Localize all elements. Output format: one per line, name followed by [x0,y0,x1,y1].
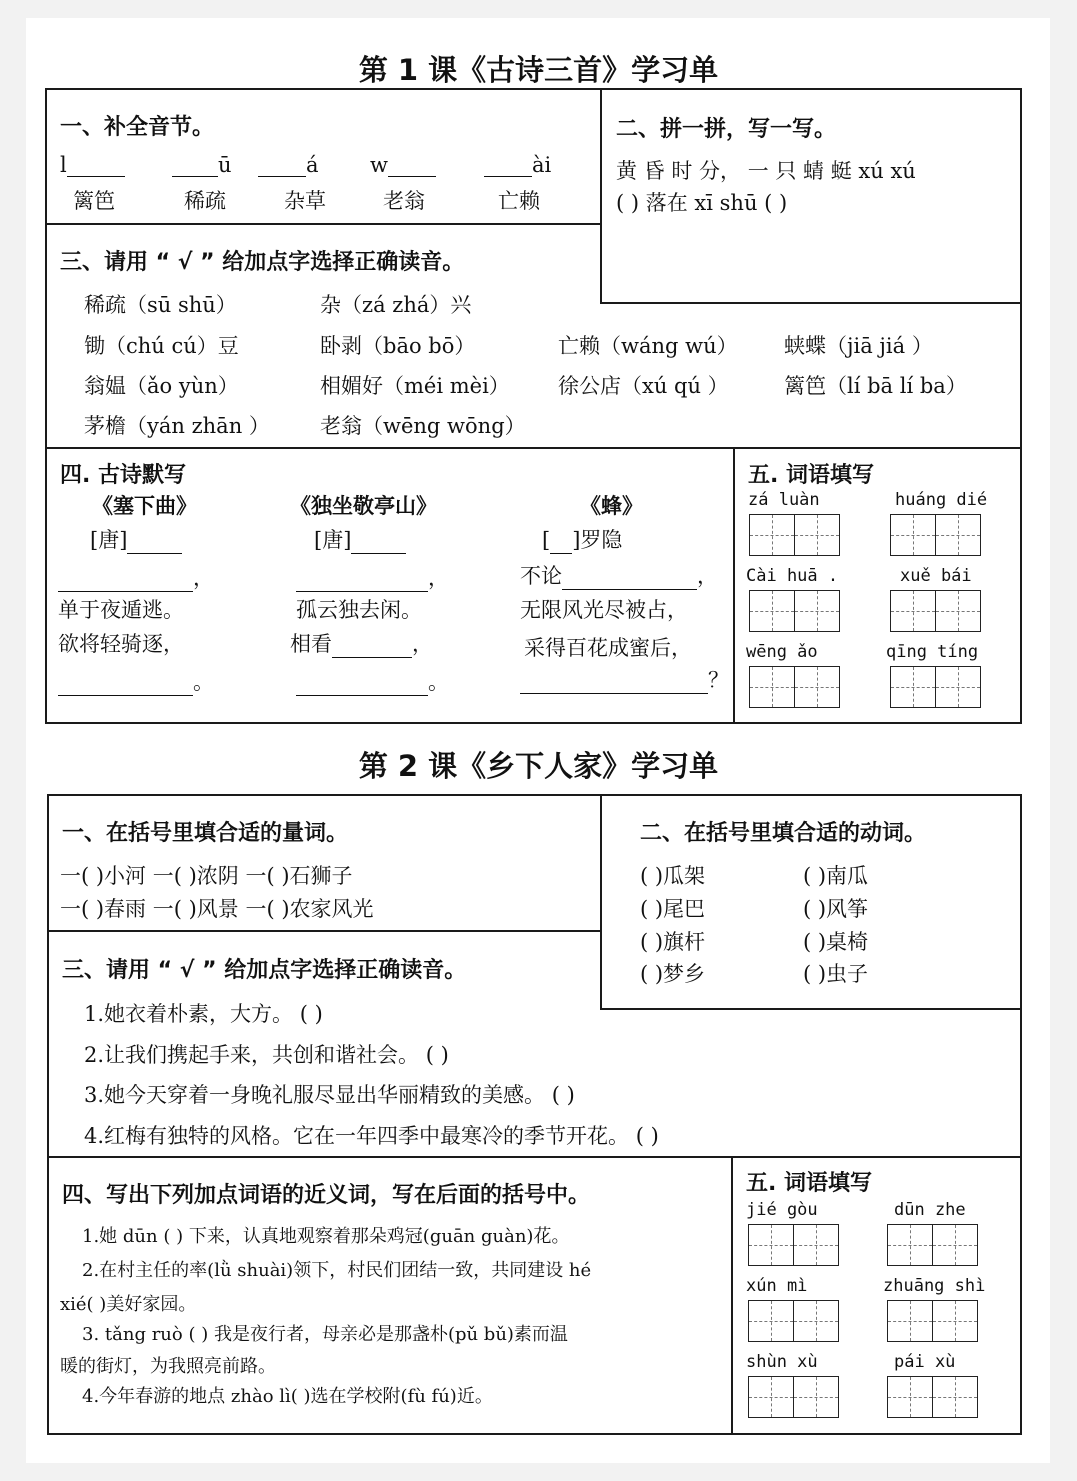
l1-s3-item-12[interactable]: 老翁（wēng wōng） [320,414,526,438]
l1-s3-item-9[interactable]: 徐公店（xú qú ） [558,374,729,398]
l1-s1-word-4: 老翁 [383,189,425,213]
l2-s5-pinyin-3: xún mì [746,1276,808,1296]
l2-s5-grid-6[interactable] [887,1376,976,1418]
l1-s1-syllable-3[interactable]: á [258,153,319,177]
l1-poem3-line4[interactable]: ？ [520,664,729,694]
l2-s3-item-2[interactable]: 2.让我们携起手来，共创和谐社会。 ( ) [84,1043,449,1067]
l2-s2-item-2[interactable]: ( )南瓜 [803,864,869,888]
l2-s1-heading: 一、在括号里填合适的量词。 [62,821,349,846]
l1-s3-item-10[interactable]: 篱笆（lí bā lí ba） [784,374,967,398]
l2-s2-item-4[interactable]: ( )风筝 [803,897,869,921]
l1-s5-grid-4[interactable] [890,590,979,632]
l1-poem1-line2: 单于夜遁逃。 [58,598,184,622]
l1-s5-grid-2[interactable] [890,514,979,556]
l2-s5-grid-5[interactable] [748,1376,837,1418]
l2-s5-pinyin-5: shùn xù [746,1352,818,1372]
l2-s4-line-6[interactable]: 4.今年春游的地点 zhào lì( )选在学校附(fù fú)近。 [82,1386,493,1407]
l1-s3-item-7[interactable]: 翁媪（ǎo yùn） [84,374,239,398]
l1-s2-line-1: 黄 昏 时 分， 一 只 蜻 蜓 xú xú [616,159,916,183]
l2-s2-item-8[interactable]: ( )虫子 [803,962,869,986]
l2-s5-pinyin-4: zhuāng shì [883,1276,986,1296]
l1-s3-item-11[interactable]: 茅檐（yán zhān ） [84,414,270,438]
l1-poem3-line1[interactable]: 不论 ， [520,564,718,588]
l1-s5-grid-6[interactable] [890,666,979,708]
l1-poem2-line3[interactable]: 相看 ， [290,632,433,656]
l2-s5-pinyin-6: pái xù [894,1352,956,1372]
l2-s3-item-3[interactable]: 3.她今天穿着一身晚礼服尽显出华丽精致的美感。 ( ) [84,1083,575,1107]
l1-s5-pinyin-5: wēng ǎo [746,642,818,662]
l1-s5-grid-5[interactable] [749,666,838,708]
l2-s4-line-5: 暖的街灯，为我照亮前路。 [60,1356,276,1377]
l2-s3-top-border [47,930,600,932]
l1-poem2-line4[interactable]: 。 [296,666,449,696]
l1-s5-heading: 五. 词语填写 [748,463,875,488]
l1-s5-pinyin-4: xuě bái [900,566,972,586]
l1-s1-syllable-2[interactable]: ū [172,153,232,177]
l1-s5-pinyin-1: zá luàn [748,490,820,510]
l2-s3-item-1[interactable]: 1.她衣着朴素，大方。 ( ) [84,1002,323,1026]
l1-s3-item-6[interactable]: 蛱蝶（jiā jiá ） [784,334,933,358]
l1-poem1-line4[interactable]: 。 [58,666,214,696]
lesson2-title: 第 2 课《乡下人家》学习单 [358,749,719,783]
l2-s5-grid-1[interactable] [748,1224,837,1266]
l1-s1-word-5: 亡赖 [498,189,540,213]
l1-s1-word-1: 篱笆 [73,189,115,213]
l2-s4-line-2[interactable]: 2.在村主任的率(lǜ shuài)领下，村民们团结一致，共同建设 hé [82,1260,592,1281]
l2-s4-heading: 四、写出下列加点词语的近义词，写在后面的括号中。 [62,1183,591,1208]
l2-s4-line-3[interactable]: xié( )美好家园。 [60,1294,197,1315]
l1-s3-item-2[interactable]: 杂（zá zhá）兴 [320,293,472,317]
l1-s1-heading: 一、补全音节。 [60,115,215,140]
l1-s3-item-4[interactable]: 卧剥（bāo bō） [320,334,476,358]
l1-poem2-title: 《独坐敬亭山》 [290,493,437,518]
l2-s1-row-2[interactable]: 一( )春雨 一( )风景 一( )农家风光 [60,897,374,921]
l1-s2-box-lower [600,223,1022,304]
lesson1-title: 第 1 课《古诗三首》学习单 [358,53,719,87]
l2-s3-item-4[interactable]: 4.红梅有独特的风格。它在一年四季中最寒冷的季节开花。 ( ) [84,1124,659,1148]
l1-s3-item-3[interactable]: 锄（chú cú）豆 [84,334,239,358]
l2-s4-line-1[interactable]: 1.她 dūn ( ) 下来，认真地观察着那朵鸡冠(guān guàn)花。 [82,1226,570,1247]
l2-s5-heading: 五. 词语填写 [746,1171,873,1196]
l1-s3-heading: 三、请用 “ √ ” 给加点字选择正确读音。 [60,250,465,275]
l2-s4-line-4[interactable]: 3. tǎng ruò ( ) 我是夜行者，母亲必是那盏朴(pǔ bǔ)素而温 [82,1324,568,1345]
l1-s1-syllable-5[interactable]: ài [484,153,551,177]
l1-s5-pinyin-6: qīng tíng [886,642,979,662]
l1-s1-word-3: 杂草 [284,189,326,213]
l2-s2-item-3[interactable]: ( )尾巴 [640,897,706,921]
l2-s1-row-1[interactable]: 一( )小河 一( )浓阴 一( )石狮子 [60,864,353,888]
l1-s1-word-2: 稀疏 [184,189,226,213]
l2-s5-grid-2[interactable] [887,1224,976,1266]
l1-poem3-line2: 无限风光尽被占， [520,598,688,622]
l1-s5-grid-3[interactable] [749,590,838,632]
l1-poem1-line1[interactable]: ， [58,562,214,592]
l2-s5-pinyin-2: dūn zhe [894,1200,966,1220]
l2-s2-item-7[interactable]: ( )梦乡 [640,962,706,986]
l1-s5-pinyin-3: Cài huā . [746,566,839,586]
l1-poem3-author[interactable]: [ ]罗隐 [542,528,623,552]
l1-s2-line-2[interactable]: ( ) 落在 xī shū ( ) [616,191,788,215]
l2-s2-heading: 二、在括号里填合适的动词。 [640,821,927,846]
l2-s5-grid-3[interactable] [748,1300,837,1342]
l1-s3-item-1[interactable]: 稀疏（sū shū） [84,293,237,317]
l2-s3-right-border [1020,1008,1022,1158]
l1-s5-grid-1[interactable] [749,514,838,556]
l1-s1-syllable-4[interactable]: w [370,153,436,177]
l2-s3-heading: 三、请用 “ √ ” 给加点字选择正确读音。 [62,958,467,983]
l1-poem2-author[interactable]: [唐] [314,524,406,554]
l2-s5-pinyin-1: jié gòu [746,1200,818,1220]
l2-s2-item-5[interactable]: ( )旗杆 [640,930,706,954]
l2-s2-item-1[interactable]: ( )瓜架 [640,864,706,888]
l1-poem3-line3: 采得百花成蜜后， [524,636,692,660]
l1-poem2-line1[interactable]: ， [296,562,449,592]
l1-s3-item-5[interactable]: 亡赖（wáng wú） [558,334,738,358]
l1-s4-heading: 四. 古诗默写 [60,463,187,488]
l1-s5-pinyin-2: huáng dié [895,490,988,510]
l1-poem2-line2: 孤云独去闲。 [296,598,422,622]
l1-poem1-author[interactable]: [唐] [90,524,182,554]
l1-s2-heading: 二、拼一拼，写一写。 [616,117,837,142]
l1-poem1-title: 《塞下曲》 [92,493,197,518]
l1-s3-item-8[interactable]: 相媚好（méi mèi） [320,374,510,398]
l2-s3-left-border [47,930,49,1158]
l2-s2-item-6[interactable]: ( )桌椅 [803,930,869,954]
l1-poem1-line3: 欲将轻骑逐， [58,632,184,656]
l1-s1-syllable-1[interactable]: l [60,153,125,177]
l1-poem3-title: 《蜂》 [580,493,643,518]
l2-s5-grid-4[interactable] [887,1300,976,1342]
